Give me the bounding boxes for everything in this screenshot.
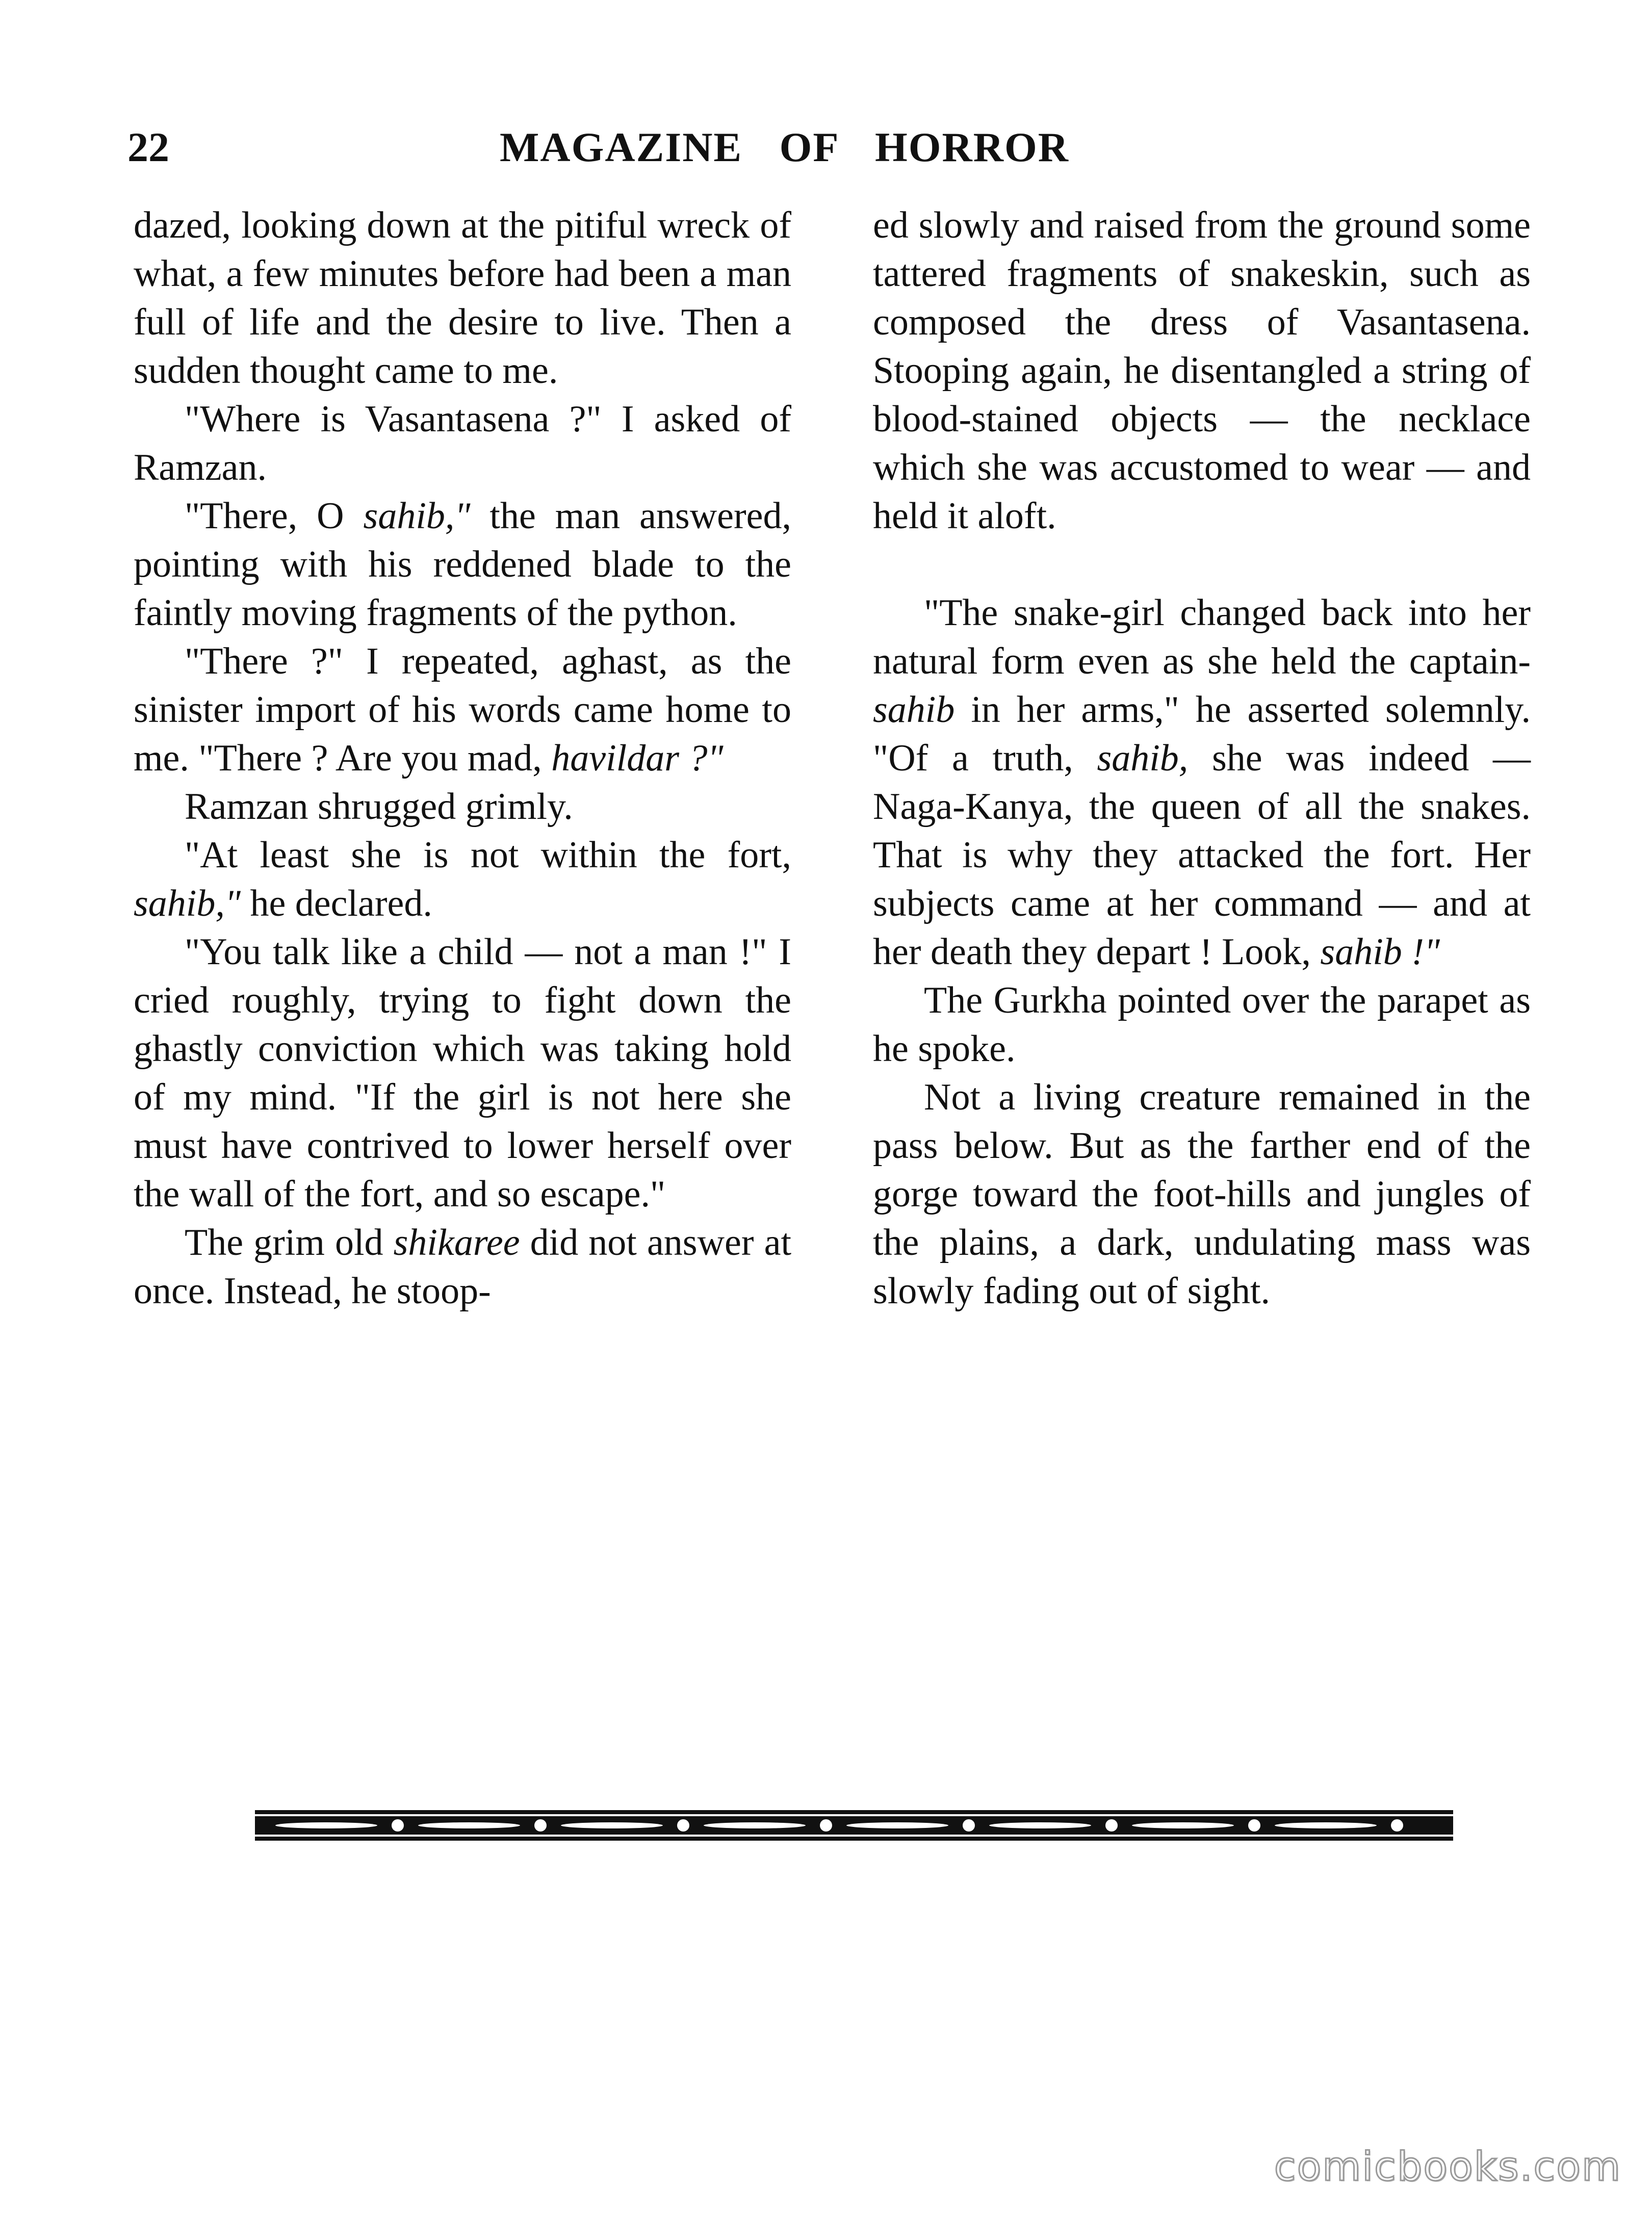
right-column xyxy=(873,201,1531,1316)
decorative-divider xyxy=(255,1805,1453,1846)
paragraph: Ramzan shrugged grimly. xyxy=(185,786,573,828)
text-run: "There, O xyxy=(185,495,364,537)
paragraph xyxy=(134,831,791,928)
text-run: in her arms," he asserted solemnly. "Of a truth, xyxy=(873,689,1531,779)
paragraph: "Where is Vasantasena ?" I asked of Ramzan. xyxy=(134,398,791,488)
paragraph: The Gurkha pointed over the parapet as he spoke. xyxy=(873,979,1531,1070)
text-run: The grim old xyxy=(185,1222,394,1263)
running-head: MAGAZINE OF HORROR xyxy=(500,124,1069,170)
paragraph: "You talk like a child — not a man !" I cried roughly, trying to fight down the ghastly conviction which was taking hold of my mind. "If the girl is not here she must have contrived to lower herself over the wall of the fort, and so escape." xyxy=(134,931,791,1215)
page-number: 22 xyxy=(127,124,169,170)
text-run: did not answer at once. Instead, he stoop- xyxy=(134,1222,792,1312)
paragraph xyxy=(134,1219,791,1316)
text-run: "There ?" I repeated, aghast, as the sinister import of his words came home to me. "There ? Are you mad, xyxy=(134,640,791,779)
paragraph xyxy=(134,637,791,783)
italic-run: sahib, xyxy=(1097,737,1189,779)
italic-run: sahib !" xyxy=(1320,931,1440,973)
italic-run: sahib xyxy=(873,689,955,731)
italic-run: sahib," xyxy=(134,883,241,924)
italic-run: sahib," xyxy=(363,495,471,537)
text-run: he declared. xyxy=(240,883,432,924)
paragraph xyxy=(873,589,1531,976)
italic-run: shikaree xyxy=(393,1222,520,1263)
paragraph: ed slowly and raised from the ground some tattered fragments of snakeskin, such as composed the dress of Vasantasena. Stooping again, he disentangled a string of blood-stained objects — the necklace which she was accustomed to wear — and held it aloft. xyxy=(873,204,1531,537)
watermark: comicbooks.com xyxy=(1274,2144,1621,2190)
text-run: the man answered, pointing with his reddened blade to the faintly moving fragments of the python. xyxy=(134,495,791,634)
paragraph: dazed, looking down at the pitiful wreck of what, a few minutes before had been a man full of life and the desire to live. Then a sudden thought came to me. xyxy=(134,204,791,392)
left-column xyxy=(134,201,791,1316)
text-run: she was indeed — Naga-Kanya, the queen of all the snakes. That is why they attacked the fort. Her subjects came at her command — and at her death they depart ! Look, xyxy=(873,737,1531,973)
paragraph xyxy=(134,492,791,637)
text-run: "The snake-girl changed back into her natural form even as she held the captain- xyxy=(873,592,1531,682)
text-run: "At least she is not within the fort, xyxy=(185,834,791,876)
italic-run: havildar ?" xyxy=(551,737,724,779)
paragraph: Not a living creature remained in the pass below. But as the farther end of the gorge toward the foot-hills and jungles of the plains, a dark, undulating mass was slowly fading out of sight. xyxy=(873,1076,1531,1312)
